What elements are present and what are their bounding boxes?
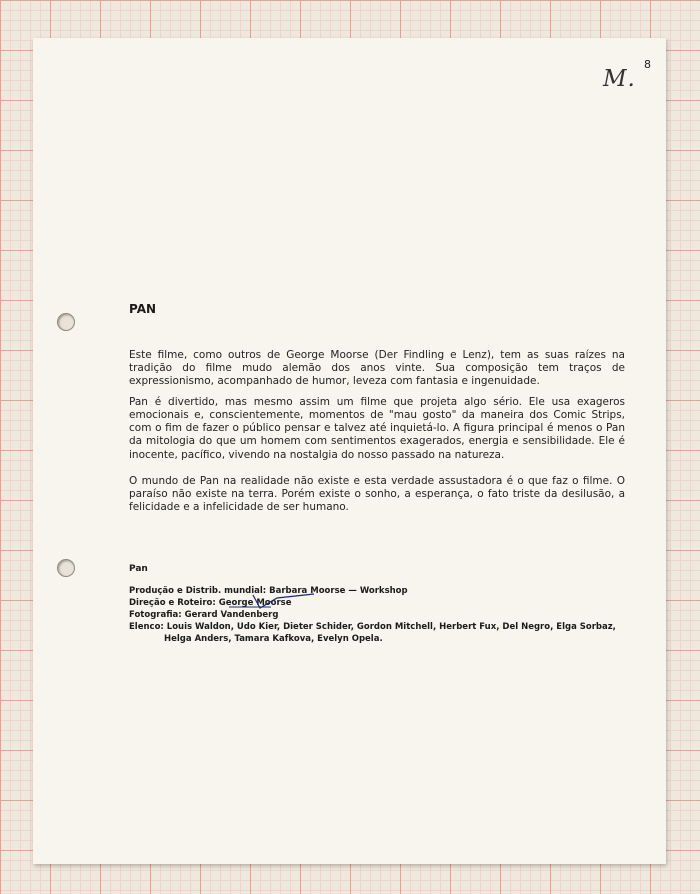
- credit-production: Produção e Distrib. mundial: Barbara Moorse — Workshop: [129, 586, 408, 596]
- credit-direction: Direção e Roteiro: George Moorse: [129, 598, 292, 608]
- punch-hole: [57, 559, 75, 577]
- credits-title: Pan: [129, 564, 148, 574]
- credits-block: [129, 585, 634, 645]
- credit-cast: Elenco: Louis Waldon, Udo Kier, Dieter Schider, Gordon Mitchell, Herbert Fux, Del Negro, Elga Sorbaz, Helga Anders, Tamara Kafkova, Evelyn Opela.: [129, 622, 616, 644]
- page-number: 8: [644, 58, 651, 71]
- credit-photography: Fotografia: Gerard Vandenberg: [129, 610, 279, 620]
- punch-hole: [57, 313, 75, 331]
- document-title: PAN: [129, 302, 157, 316]
- paragraph: Este filme, como outros de George Moorse (Der Findling e Lenz), tem as suas raízes na tradição do filme mudo alemão dos anos vinte. Sua composição tem traços de expressionismo, acompanhado de humor, leveza com fantasia e ingenuidade.: [129, 348, 625, 388]
- paragraph: O mundo de Pan na realidade não existe e esta verdade assustadora é o que faz o filme. O paraíso não existe na terra. Porém existe o sonho, a esperança, o fato triste da desilusão, a felicidade e a infelicidade de ser humano.: [129, 474, 625, 514]
- handwritten-mark: M.: [603, 66, 636, 92]
- paragraph: Pan é divertido, mas mesmo assim um filme que projeta algo sério. Ele usa exageros emocionais e, conscientemente, momentos de "mau gosto" da maneira dos Comic Strips, com o fim de fazer o público pensar e talvez até inquietá-lo. A figura principal é menos o Pan da mitologia do que um homem com sentimentos exagerados, energia e sensibilidade. Ele é inocente, pacífico, vivendo na nostalgia do nosso passado na natureza.: [129, 395, 625, 461]
- document-page: [33, 38, 666, 864]
